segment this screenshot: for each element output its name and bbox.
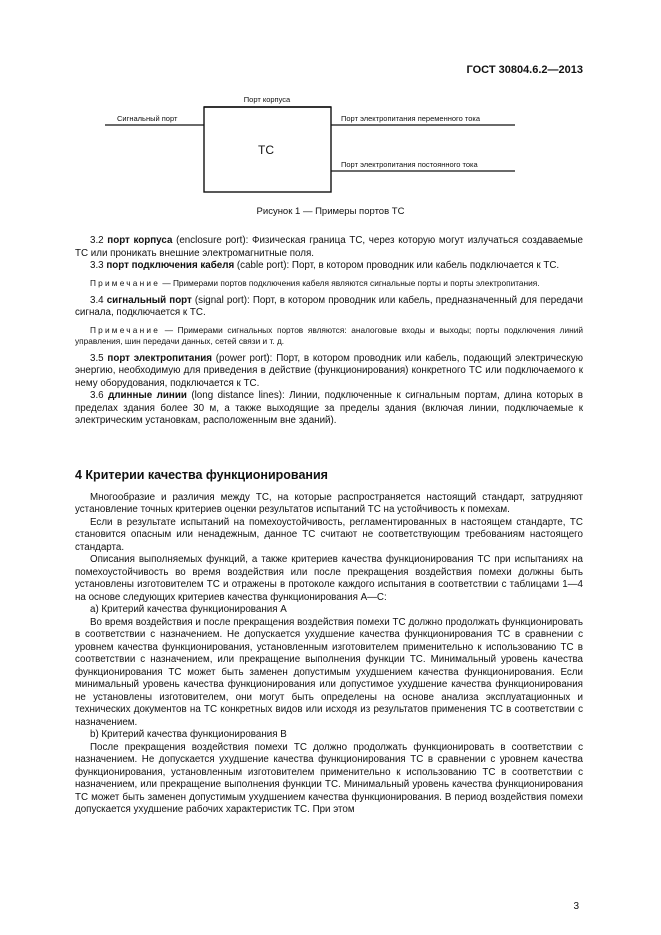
definition-3-2: 3.2 порт корпуса (enclosure port): Физическая граница ТС, через которую могут излучаться создаваемые ТС или проникать внешние электромагнитные поля.: [75, 235, 583, 259]
note-1: Примечание — Примерами портов подключения кабеля являются сигнальные порты и порты электропитания.: [90, 277, 540, 288]
definition-3-3: 3.3 порт подключения кабеля (cable port): Порт, в котором проводник или кабель подключается к ТС.: [90, 260, 560, 271]
term: сигнальный порт: [106, 294, 192, 306]
section-paragraph: Если в результате испытаний на помехоустойчивость, регламентированных в настоящем стандарте, ТС становится опасным или ненадежным, данное ТС считают не соответствующим требованиям настоящего стандарта.: [75, 516, 583, 553]
term: порт электропитания: [107, 352, 212, 364]
section-paragraph: Описания выполняемых функций, а также критериев качества функционирования ТС при испытаниях на помехоустойчивость во время воздействия или после прекращения воздействия помехи должны быть установлены изготовителем ТС и отражены в протоколе каждого испытания в соответствии с таблицами 1—4 на основе следующих критериев качества функционирования А—С:: [75, 554, 583, 603]
definition-3-4: 3.4 сигнальный порт (signal port): Порт, в котором проводник или кабель, предназначенный для передачи сигнала, подключается к ТС.: [75, 294, 583, 318]
ac-power-port-label: Порт электропитания переменного тока: [341, 114, 481, 123]
section-4: [75, 469, 583, 817]
definitions-block: [75, 235, 583, 428]
section-paragraph: Многообразие и различия между ТС, на которые распространяется настоящий стандарт, затрудняют установление точных критериев оценки результатов испытаний ТС на устойчивость к помехам.: [75, 491, 583, 515]
section-heading: 4 Критерии качества функционирования: [75, 468, 328, 482]
signal-port-label: Сигнальный порт: [117, 114, 178, 123]
dc-power-port-label: Порт электропитания постоянного тока: [341, 160, 478, 169]
definition-3-5: 3.5 порт электропитания (power port): Порт, в котором проводник или кабель, подающий электрическую энергию, необходимую для приведения в действие (функционирования) конкретного ТС или подключаемого к нему оборудования, подключается к ТС.: [75, 352, 583, 389]
equipment-label: ТС: [258, 143, 274, 157]
criterion-b-text: После прекращения воздействия помехи ТС должно продолжать функционировать в соответствии с назначением. Не допускается ухудшение качества функционирования ТС в сравнении с уровнем качества функционирования, установленным изготовителем применительно к использованию ТС в соответствии с назначением, или прекращение выполнения функции ТС. Минимальный уровень качества функционирования ТС может быть заменен допустимым ухудшением качества функционирования. В период воздействия помехи допускается ухудшение рабочих характеристик ТС. При этом: [75, 741, 583, 815]
page-number: 3: [573, 901, 579, 912]
figure-caption: Рисунок 1 — Примеры портов ТС: [256, 206, 405, 217]
ports-figure: [0, 0, 661, 230]
term: длинные линии: [108, 390, 187, 401]
term: порт корпуса: [107, 235, 173, 246]
note-2: Примечание — Примерами сигнальных портов являются: аналоговые входы и выходы; порты подключения линий управления, шин передачи данных, сетей связи и т. д.: [75, 324, 583, 346]
definition-3-6: 3.6 длинные линии (long distance lines): Линии, подключенные к сигнальным портам, длина которых в пределах здания более 30 м, а также выходящие за пределы здания (включая линии, подключаемые к электрическим установкам, расположенным вне зданий).: [75, 390, 583, 426]
criterion-b-title: b) Критерий качества функционирования В: [90, 729, 287, 740]
criterion-a-text: Во время воздействия и после прекращения воздействия помехи ТС должно продолжать функционировать в соответствии с назначением. Не допускается ухудшение качества функционирования ТС в сравнении с уровнем качества функционирования, установленным изготовителем применительно к использованию ТС в соответствии с назначением, или прекращение выполнения функции ТС. Минимальный уровень качества функционирования ТС может быть заменен допустимым ухудшением качества функционирования. Если минимальный уровень качества функционирования или допустимое ухудшение качества функционирования не установлены изготовителем, они могут быть определены на основе анализа эксплуатационных и технических документов на ТС конкретных видов или исходя из результатов применения ТС в соответствии с назначением.: [75, 616, 583, 728]
document-code: ГОСТ 30804.6.2—2013: [466, 64, 583, 76]
criterion-a-title: а) Критерий качества функционирования А: [90, 604, 287, 615]
enclosure-port-label: Порт корпуса: [243, 95, 291, 104]
term: порт подключения кабеля: [106, 260, 235, 271]
